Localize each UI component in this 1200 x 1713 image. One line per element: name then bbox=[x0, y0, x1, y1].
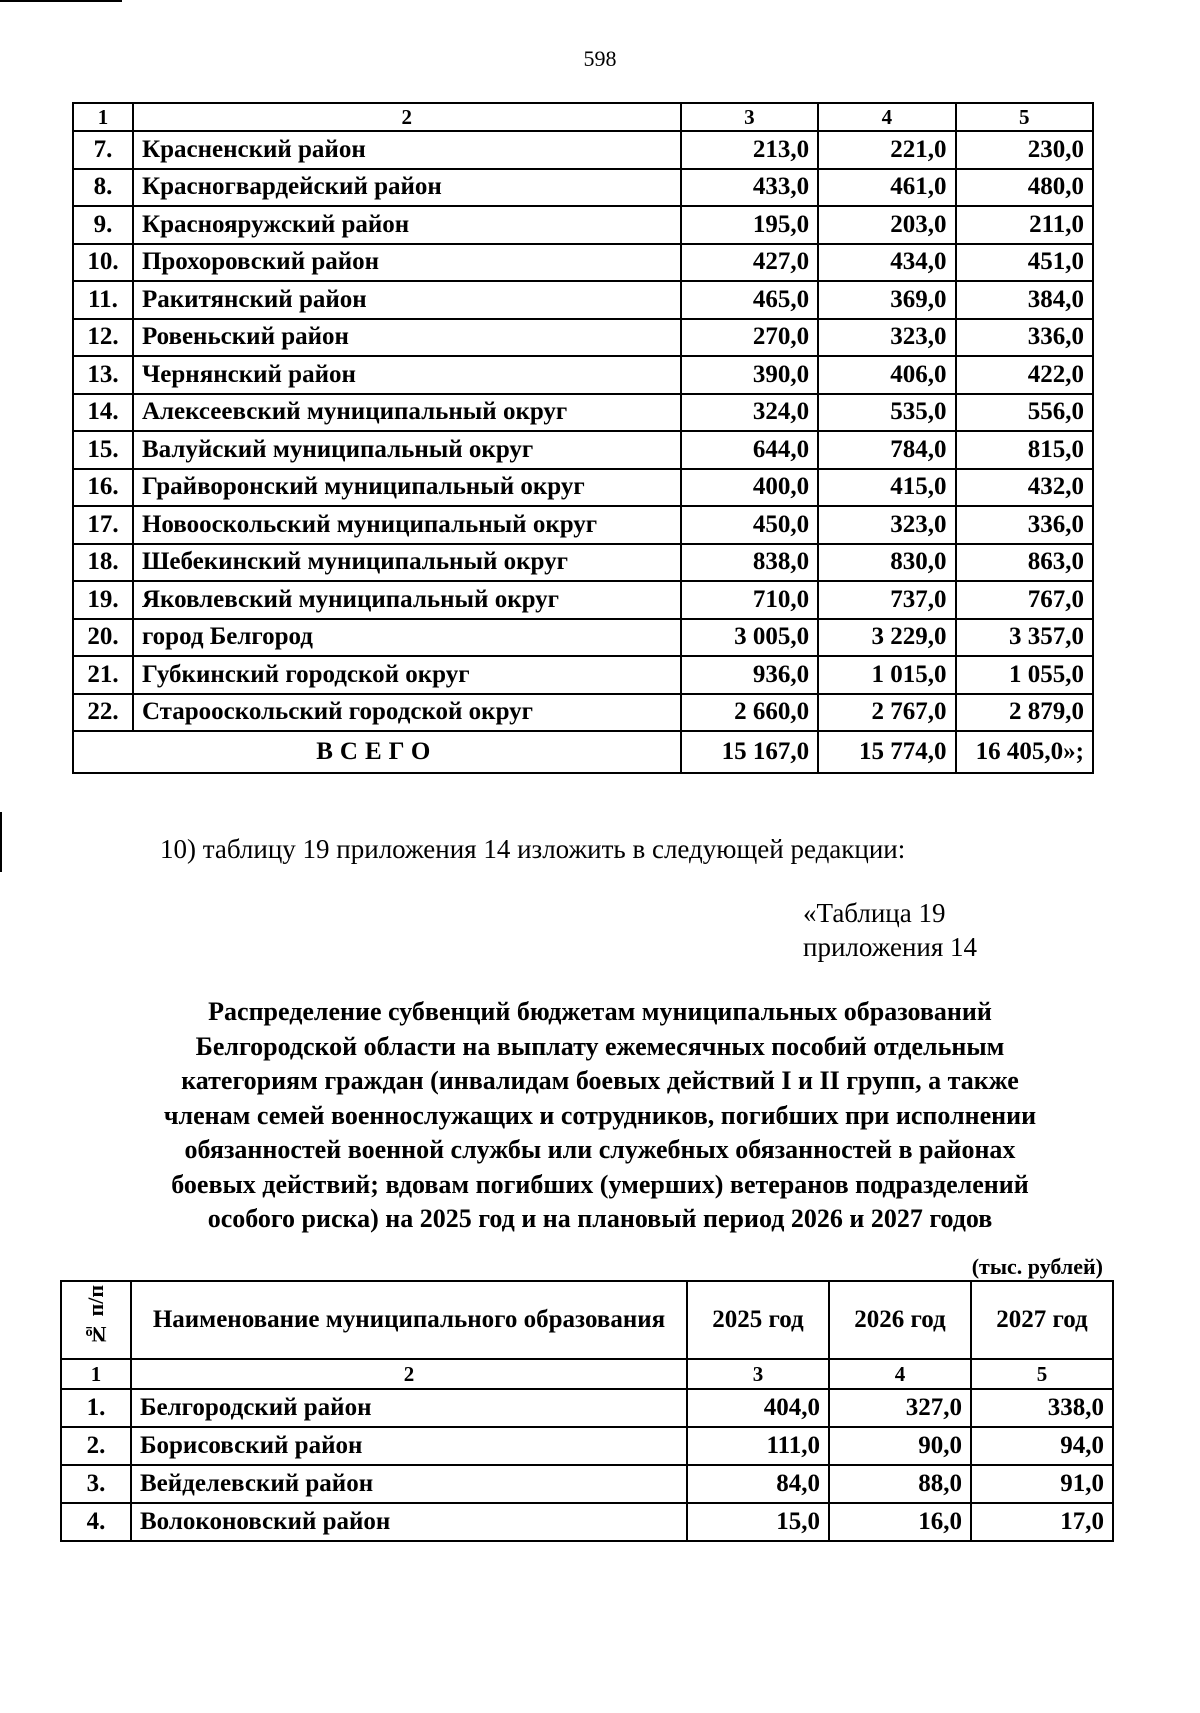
row-value-2026: 369,0 bbox=[818, 281, 955, 319]
row-number: 11. bbox=[73, 281, 133, 319]
table-row bbox=[61, 1389, 1113, 1427]
row-number: 21. bbox=[73, 656, 133, 694]
table-row bbox=[73, 544, 1093, 582]
row-value-2027: 17,0 bbox=[971, 1503, 1113, 1541]
row-value-2025: 390,0 bbox=[681, 356, 818, 394]
row-value-2025: 465,0 bbox=[681, 281, 818, 319]
row-value-2027: 336,0 bbox=[956, 319, 1093, 357]
row-value-2025: 936,0 bbox=[681, 656, 818, 694]
row-value-2026: 323,0 bbox=[818, 506, 955, 544]
row-name: Краснояружский район bbox=[133, 206, 681, 244]
column-number-row bbox=[61, 1359, 1113, 1389]
table-row bbox=[73, 469, 1093, 507]
row-number: 13. bbox=[73, 356, 133, 394]
caption-line: «Таблица 19 bbox=[803, 898, 946, 928]
row-number: 20. bbox=[73, 619, 133, 657]
row-value-2026: 434,0 bbox=[818, 244, 955, 282]
table-row bbox=[73, 506, 1093, 544]
total-row bbox=[73, 731, 1093, 773]
header-year-2025: 2025 год bbox=[687, 1281, 829, 1359]
header-name: Наименование муниципального образования bbox=[131, 1281, 687, 1359]
title-line: категориям граждан (инвалидам боевых действий I и II групп, а также bbox=[181, 1066, 1019, 1095]
row-number: 10. bbox=[73, 244, 133, 282]
row-value-2027: 767,0 bbox=[956, 581, 1093, 619]
row-name: Вейделевский район bbox=[131, 1465, 687, 1503]
row-name: Ракитянский район bbox=[133, 281, 681, 319]
row-value-2027: 211,0 bbox=[956, 206, 1093, 244]
table-title bbox=[60, 995, 1140, 1237]
row-number: 22. bbox=[73, 694, 133, 732]
row-number: 3. bbox=[61, 1465, 131, 1503]
row-name: Губкинский городской округ bbox=[133, 656, 681, 694]
unit-note: (тыс. рублей) bbox=[971, 1254, 1103, 1279]
header-number-text: № п/п bbox=[83, 1285, 108, 1347]
table-row bbox=[73, 394, 1093, 432]
title-line: особого риска) на 2025 год и на плановый период 2026 и 2027 годов bbox=[207, 1204, 993, 1233]
row-number: 17. bbox=[73, 506, 133, 544]
header-year-2026: 2026 год bbox=[829, 1281, 971, 1359]
row-name: Новооскольский муниципальный округ bbox=[133, 506, 681, 544]
row-value-2026: 88,0 bbox=[829, 1465, 971, 1503]
row-name: Красногвардейский район bbox=[133, 169, 681, 207]
row-value-2027: 338,0 bbox=[971, 1389, 1113, 1427]
row-value-2026: 415,0 bbox=[818, 469, 955, 507]
col-number-cell: 2 bbox=[131, 1359, 687, 1389]
row-number: 4. bbox=[61, 1503, 131, 1541]
row-name: Красненский район bbox=[133, 131, 681, 169]
row-value-2025: 2 660,0 bbox=[681, 694, 818, 732]
row-value-2025: 710,0 bbox=[681, 581, 818, 619]
amendment-paragraph: 10) таблицу 19 приложения 14 изложить в следующей редакции: bbox=[160, 834, 906, 864]
row-value-2025: 270,0 bbox=[681, 319, 818, 357]
row-value-2027: 384,0 bbox=[956, 281, 1093, 319]
title-line: Белгородской области на выплату ежемесячных пособий отдельным bbox=[195, 1031, 1005, 1061]
col-number-cell: 4 bbox=[829, 1359, 971, 1389]
page-number: 598 bbox=[583, 46, 617, 71]
row-value-2026: 461,0 bbox=[818, 169, 955, 207]
table-header-row bbox=[61, 1281, 1113, 1359]
total-value-2026: 15 774,0 bbox=[818, 731, 955, 773]
row-value-2026: 1 015,0 bbox=[818, 656, 955, 694]
row-value-2027: 336,0 bbox=[956, 506, 1093, 544]
row-value-2026: 16,0 bbox=[829, 1503, 971, 1541]
row-number: 14. bbox=[73, 394, 133, 432]
row-value-2027: 2 879,0 bbox=[956, 694, 1093, 732]
table-row bbox=[73, 319, 1093, 357]
row-value-2027: 230,0 bbox=[956, 131, 1093, 169]
col-number-cell: 4 bbox=[818, 103, 955, 131]
row-number: 7. bbox=[73, 131, 133, 169]
table-row bbox=[73, 581, 1093, 619]
table-row bbox=[73, 131, 1093, 169]
row-value-2025: 84,0 bbox=[687, 1465, 829, 1503]
row-value-2027: 480,0 bbox=[956, 169, 1093, 207]
table-row bbox=[61, 1427, 1113, 1465]
column-number-row bbox=[73, 103, 1093, 131]
table-row bbox=[73, 169, 1093, 207]
col-number-cell: 3 bbox=[687, 1359, 829, 1389]
allocation-table-continued bbox=[72, 102, 1094, 774]
row-name: Алексеевский муниципальный округ bbox=[133, 394, 681, 432]
row-value-2026: 830,0 bbox=[818, 544, 955, 582]
row-number: 1. bbox=[61, 1389, 131, 1427]
table-row bbox=[73, 206, 1093, 244]
header-year-2027: 2027 год bbox=[971, 1281, 1113, 1359]
row-name: Шебекинский муниципальный округ bbox=[133, 544, 681, 582]
row-value-2026: 784,0 bbox=[818, 431, 955, 469]
col-number-cell: 5 bbox=[971, 1359, 1113, 1389]
row-value-2027: 863,0 bbox=[956, 544, 1093, 582]
row-name: Старооскольский городской округ bbox=[133, 694, 681, 732]
total-value-2027: 16 405,0»; bbox=[956, 731, 1093, 773]
title-line: Распределение субвенций бюджетам муниципальных образований bbox=[208, 997, 992, 1026]
row-value-2027: 3 357,0 bbox=[956, 619, 1093, 657]
row-value-2026: 323,0 bbox=[818, 319, 955, 357]
total-value-2025: 15 167,0 bbox=[681, 731, 818, 773]
row-value-2027: 815,0 bbox=[956, 431, 1093, 469]
allocation-table-19 bbox=[60, 1280, 1114, 1542]
row-name: Чернянский район bbox=[133, 356, 681, 394]
row-name: Валуйский муниципальный округ bbox=[133, 431, 681, 469]
col-number-cell: 3 bbox=[681, 103, 818, 131]
col-number-cell: 2 bbox=[133, 103, 681, 131]
total-label: ВСЕГО bbox=[73, 731, 681, 773]
table-row bbox=[73, 619, 1093, 657]
row-name: Белгородский район bbox=[131, 1389, 687, 1427]
row-value-2026: 3 229,0 bbox=[818, 619, 955, 657]
row-name: Ровеньский район bbox=[133, 319, 681, 357]
table-row bbox=[73, 694, 1093, 732]
scan-border-left bbox=[0, 812, 2, 872]
row-value-2025: 324,0 bbox=[681, 394, 818, 432]
row-value-2026: 90,0 bbox=[829, 1427, 971, 1465]
table-row bbox=[73, 281, 1093, 319]
row-value-2026: 737,0 bbox=[818, 581, 955, 619]
row-number: 9. bbox=[73, 206, 133, 244]
table-row bbox=[73, 244, 1093, 282]
table-row bbox=[73, 431, 1093, 469]
row-value-2027: 1 055,0 bbox=[956, 656, 1093, 694]
row-value-2026: 406,0 bbox=[818, 356, 955, 394]
row-number: 16. bbox=[73, 469, 133, 507]
row-value-2027: 432,0 bbox=[956, 469, 1093, 507]
title-line: обязанностей военной службы или служебных обязанностей в районах bbox=[184, 1135, 1016, 1164]
row-number: 19. bbox=[73, 581, 133, 619]
row-value-2025: 644,0 bbox=[681, 431, 818, 469]
table-row bbox=[73, 356, 1093, 394]
row-value-2026: 327,0 bbox=[829, 1389, 971, 1427]
table-caption bbox=[803, 896, 977, 964]
row-value-2027: 91,0 bbox=[971, 1465, 1113, 1503]
col-number-cell: 5 bbox=[956, 103, 1093, 131]
row-name: Борисовский район bbox=[131, 1427, 687, 1465]
row-number: 12. bbox=[73, 319, 133, 357]
row-value-2025: 450,0 bbox=[681, 506, 818, 544]
row-name: Волоконовский район bbox=[131, 1503, 687, 1541]
row-value-2025: 213,0 bbox=[681, 131, 818, 169]
row-value-2025: 400,0 bbox=[681, 469, 818, 507]
row-value-2026: 221,0 bbox=[818, 131, 955, 169]
scan-border-top bbox=[0, 0, 122, 2]
title-line: членам семей военнослужащих и сотрудников, погибших при исполнении bbox=[163, 1100, 1037, 1130]
table-row bbox=[73, 656, 1093, 694]
row-value-2025: 838,0 bbox=[681, 544, 818, 582]
row-name: город Белгород bbox=[133, 619, 681, 657]
table-row bbox=[61, 1465, 1113, 1503]
col-number-cell: 1 bbox=[61, 1359, 131, 1389]
row-number: 18. bbox=[73, 544, 133, 582]
row-value-2025: 404,0 bbox=[687, 1389, 829, 1427]
row-value-2027: 94,0 bbox=[971, 1427, 1113, 1465]
row-value-2025: 3 005,0 bbox=[681, 619, 818, 657]
row-name: Грайворонский муниципальный округ bbox=[133, 469, 681, 507]
row-value-2025: 195,0 bbox=[681, 206, 818, 244]
row-name: Прохоровский район bbox=[133, 244, 681, 282]
row-name: Яковлевский муниципальный округ bbox=[133, 581, 681, 619]
row-value-2026: 203,0 bbox=[818, 206, 955, 244]
header-number bbox=[61, 1281, 131, 1359]
title-line: боевых действий; вдовам погибших (умерших) ветеранов подразделений bbox=[171, 1169, 1029, 1199]
row-value-2025: 433,0 bbox=[681, 169, 818, 207]
row-number: 2. bbox=[61, 1427, 131, 1465]
row-value-2027: 451,0 bbox=[956, 244, 1093, 282]
row-value-2025: 111,0 bbox=[687, 1427, 829, 1465]
row-value-2026: 2 767,0 bbox=[818, 694, 955, 732]
table-row bbox=[61, 1503, 1113, 1541]
caption-line: приложения 14 bbox=[803, 932, 978, 962]
row-value-2027: 556,0 bbox=[956, 394, 1093, 432]
row-value-2026: 535,0 bbox=[818, 394, 955, 432]
row-number: 8. bbox=[73, 169, 133, 207]
col-number-cell: 1 bbox=[73, 103, 133, 131]
row-value-2027: 422,0 bbox=[956, 356, 1093, 394]
row-number: 15. bbox=[73, 431, 133, 469]
row-value-2025: 15,0 bbox=[687, 1503, 829, 1541]
row-value-2025: 427,0 bbox=[681, 244, 818, 282]
